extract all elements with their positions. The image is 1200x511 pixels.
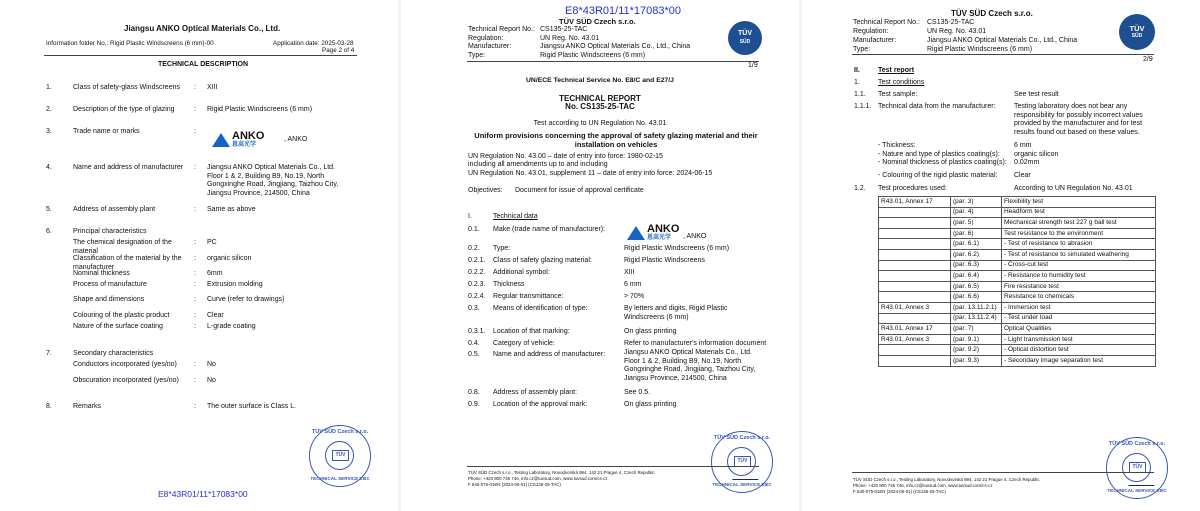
tech-data-label: Technical data from the manufacturer: bbox=[878, 103, 996, 110]
procedure-test-cell: Fire resistance test bbox=[1002, 281, 1156, 292]
application-date: Application date: 2025-03-28 bbox=[273, 40, 354, 47]
section-title: Technical data bbox=[493, 213, 538, 220]
signature bbox=[732, 470, 762, 480]
report-title: TECHNICAL REPORT bbox=[559, 94, 641, 103]
page-test-report: TÜV SÜD Czech s.r.o. Technical Report No.: CS135-25-TAC Regulation: UN Reg. No. 43.01 Manufacturer: Jiangsu ANKO Optical Materials Co., Ltd., China Type: Rigid Plastic Windscreens (6 mm) TÜV SÜD 2/9 II. Test report 1. Test conditions 1.1. Test sample: See test result 1.1.1. Technical data from the manufacturer: Testing laboratory does not bear any responsibility for possibly incorrect values provided by the manufacturer and for test results found out based on these values. - Thickness: 6 mm - Nature and type of plastics coating(s): organic silicon - Nominal thickness of plastics coating(s): 0.02mm - Colouring of the rigid plastic material: Clear 1.2. Test procedures used: According to UN Regulation No. 43.01 R43.01, Annex 17 (par. 3) Flexibility test (par. 4) Headform test (par. 5) Mechanical strength test 227 g ball test (par. 6) Test resistance to the environment (par. 6.1) - Test of resistance to abrasion (par. 6.2) - Test of resistance to simulated weathering (par. 6.3) - Cross-cut test (par. 6.4) - Resistance to humidity test (par. 6.5) Fire resistance test (par. 6.6) Resistance to chemicals R43.01, Annex 3 (par. 13.11.2.1) - Immersion test (par. 13.11.2.4) - Test under load R43.01, Annex 17 (par. 7) Optical Qualities R43.01, Annex 3 (par. 9.1) - Light transmission test (par. 9.2) - Optical distortion test (par. 9.3) - Secondary image separation test TÜV SÜD Czech s.r.o. TÜV TECHNICAL SERVICE E8/C TÜV SÜD Czech s.r.o., Testing Laboratory, Novodvorská 994, 142 21 Prague 4, Czech Republic Phone: +420 800 746 746, info.cz@tuvsud.com, www.tuvsud.com/cs-cz F 540-075-01EN (2024-06-01) (CS135-25-TAC) bbox=[802, 0, 1200, 511]
procedure-row bbox=[879, 281, 1156, 292]
procedure-par-cell: (par. 5) bbox=[951, 218, 1002, 229]
procedure-row bbox=[879, 239, 1156, 250]
anko-mark-icon bbox=[212, 133, 230, 147]
procedure-row bbox=[879, 324, 1156, 335]
procedure-ref-cell bbox=[879, 345, 951, 356]
procedure-row bbox=[879, 228, 1156, 239]
procedure-test-cell: - Resistance to humidity test bbox=[1002, 271, 1156, 282]
footer-divider bbox=[852, 472, 1154, 473]
page-number: 2/9 bbox=[1143, 56, 1153, 63]
procedure-row bbox=[879, 271, 1156, 282]
procedure-ref-cell bbox=[879, 271, 951, 282]
test-sample-label: Test sample: bbox=[878, 91, 918, 98]
procedure-row bbox=[879, 260, 1156, 271]
procedure-par-cell: (par. 6.5) bbox=[951, 281, 1002, 292]
procedure-test-cell: - Light transmission test bbox=[1002, 334, 1156, 345]
procedure-ref-cell bbox=[879, 292, 951, 303]
signature bbox=[1128, 476, 1158, 486]
procedure-par-cell: (par. 4) bbox=[951, 207, 1002, 218]
procedure-test-cell: Resistance to chemicals bbox=[1002, 292, 1156, 303]
procedure-par-cell: (par. 3) bbox=[951, 197, 1002, 208]
footer-form-code: F 540-075-01EN (2024-06-01) (CS135-25-TAC) bbox=[853, 489, 946, 494]
procedure-test-cell: - Secondary image separation test bbox=[1002, 355, 1156, 366]
procedure-row bbox=[879, 334, 1156, 345]
procedures-table bbox=[878, 196, 1156, 367]
procedure-row bbox=[879, 197, 1156, 208]
anko-logo: ANKO 恩高光学 bbox=[212, 131, 264, 148]
procedure-par-cell: (par. 9.3) bbox=[951, 355, 1002, 366]
test-conditions-title: Test conditions bbox=[878, 79, 925, 86]
procedure-test-cell: - Immersion test bbox=[1002, 302, 1156, 313]
procedure-par-cell: (par. 6.6) bbox=[951, 292, 1002, 303]
anko-logo: ANKO 恩高光学 bbox=[627, 224, 679, 241]
procedure-test-cell: - Test of resistance to abrasion bbox=[1002, 239, 1156, 250]
procedure-test-cell: - Cross-cut test bbox=[1002, 260, 1156, 271]
procedure-ref-cell: R43.01, Annex 17 bbox=[879, 324, 951, 335]
tuv-stamp: TÜV SÜD Czech s.r.o. TÜV TECHNICAL SERVICE E8/C bbox=[1106, 437, 1168, 499]
procedure-ref-cell bbox=[879, 239, 951, 250]
procedure-ref-cell: R43.01, Annex 3 bbox=[879, 302, 951, 313]
test-according: Test according to UN Regulation No. 43.01 bbox=[533, 120, 667, 127]
page-technical-report: E8*43R01/11*17083*00 TÜV SÜD Czech s.r.o. Technical Report No.: CS135-25-TAC Regulation: UN Reg. No. 43.01 Manufacturer: Jiangsu ANKO Optical Materials Co., Ltd., China Type: Rigid Plastic Windscreens (6 mm) TÜV SÜD 1/9 UN/ECE Technical Service No. E8/C and E27/J TECHNICAL REPORT No. CS135-25-TAC Test according to UN Regulation No. 43.01 Uniform provisions concerning the approval of safety glazing material and their installation on vehicles UN Regulation No. 43.00 – date of entry into force: 1980-02-15 including all amendments up to and including UN Regulation No. 43.01, supplement 11 – date of entry into force: 2024-06-15 Objectives: Document for issue of approval certificate I. Technical data 0.1. Make (trade name of manufacturer): ANKO 恩高光学 , ANKO 0.2. Type: Rigid Plastic Windscreens (6 mm) 0.2.1. Class of safety glazing material: Rigid Plastic Windscreens 0.2.2. Additional symbol: XIII 0.2.3. Thickness 6 mm 0.2.4. Regular transmittance: > 70% 0.3. Means of identification of type: By letters and digits, Rigid Plastic Windscreens (6 mm) 0.3.1. Location of that marking: On glass printing 0.4. Category of vehicle: Refer to manufacturer's information document 0.5. Name and address of manufacturer: Jiangsu ANKO Optical Materials Co., Ltd. Floor 1 & 2, Building B9, No.19, North Gongxinghe Road, Jingjiang, Taizhou City, Jiangsu Province, 214500, China 0.8. Address of assembly plant: See 0.5. 0.9. Location of the approval mark: On glass printing TÜV SÜD Czech s.r.o. TÜV TECHNICAL SERVICE E8/C TÜV SÜD Czech s.r.o., Testing Laboratory, Novodvorská 994, 142 21 Prague 4, Czech Republic Phone: +420 800 746 746, info.cz@tuvsud.com, www.tuvsud.com/cs-cz F 540-075-01EN (2024-06-01) (CS135-25-TAC) bbox=[401, 0, 799, 511]
procedure-ref-cell bbox=[879, 355, 951, 366]
tuv-logo-icon: TÜV SÜD bbox=[728, 21, 762, 55]
procedure-row bbox=[879, 355, 1156, 366]
procedure-par-cell: (par. 6.2) bbox=[951, 249, 1002, 260]
divider bbox=[467, 61, 759, 62]
procedure-row bbox=[879, 302, 1156, 313]
procedure-row bbox=[879, 207, 1156, 218]
procedure-ref-cell bbox=[879, 228, 951, 239]
divider bbox=[44, 55, 357, 56]
procedure-ref-cell bbox=[879, 249, 951, 260]
section-number: I. bbox=[468, 213, 472, 220]
lab-name: TÜV SÜD Czech s.r.o. bbox=[951, 9, 1033, 18]
service-line: UN/ECE Technical Service No. E8/C and E27/J bbox=[526, 77, 674, 84]
tuv-stamp: TÜV SÜD Czech s.r.o. TÜV TECHNICAL SERVICE E8/C bbox=[309, 425, 371, 487]
company-name: Jiangsu ANKO Optical Materials Co., Ltd. bbox=[124, 24, 281, 33]
tech-data-disclaimer: Testing laboratory does not bear any responsibility for possibly incorrect values provided by the manufacturer and for test results found out based on these values. bbox=[1014, 103, 1143, 136]
procedure-par-cell: (par. 13.11.2.4) bbox=[951, 313, 1002, 324]
approval-mark-top: E8*43R01/11*17083*00 bbox=[565, 5, 682, 17]
page-technical-description: Jiangsu ANKO Optical Materials Co., Ltd. Information folder No.: Rigid Plastic Windscreens (6 mm)-00 Application date: 2025-03-28 Page 2 of 4 TECHNICAL DESCRIPTION 1. Class of safety-glass Windscreens : XIII 2. Description of the type of glazing : Rigid Plastic Windscreens (6 mm) 3. Trade name or marks : ANKO 恩高光学 , ANKO 4. Name and address of manufacturer : Jiangsu ANKO Optical Materials Co., Ltd. Floor 1 & 2, Building B9, No.19, North Gongxinghe Road, Jingjiang, Taizhou City, Jiangsu Province, 214500, China 5. Address of assembly plant : Same as above 6. Principal characteristics The chemical designation of the material : PC Classification of the material by the manufacturer : organic silicon Nominal thickness : 6mm Process of manufacture : Extrusion molding Shape and dimensions : Curve (refer to drawings) Colouring of the plastic product : Clear Nature of the surface coating : L-grade coating 7. Secondary characteristics Conductors incorporated (yes/no) : No Obscuration incorporated (yes/no) : No 8. Remarks : The outer surface is Class L. TÜV SÜD Czech s.r.o. TÜV TECHNICAL SERVICE E8/C E8*43R01/11*17083*00 bbox=[0, 0, 398, 511]
section-number: II. bbox=[854, 67, 860, 74]
procedure-par-cell: (par. 7) bbox=[951, 324, 1002, 335]
footer-address: TÜV SÜD Czech s.r.o., Testing Laboratory, Novodvorská 994, 142 21 Prague 4, Czech Republic bbox=[468, 470, 655, 475]
procedure-test-cell: Mechanical strength test 227 g ball test bbox=[1002, 218, 1156, 229]
procedure-ref-cell bbox=[879, 313, 951, 324]
procedure-test-cell: - Test under load bbox=[1002, 313, 1156, 324]
procedure-ref-cell bbox=[879, 281, 951, 292]
footer-address: TÜV SÜD Czech s.r.o., Testing Laboratory, Novodvorská 994, 142 21 Prague 4, Czech Republic bbox=[853, 477, 1040, 482]
lab-name: TÜV SÜD Czech s.r.o. bbox=[559, 17, 636, 26]
footer-form-code: F 540-075-01EN (2024-06-01) (CS135-25-TAC) bbox=[468, 482, 561, 487]
procedure-ref-cell bbox=[879, 207, 951, 218]
procedure-test-cell: Optical Qualities bbox=[1002, 324, 1156, 335]
divider bbox=[852, 54, 1154, 55]
uniform-provisions: Uniform provisions concerning the approval of safety glazing material and their installation on vehicles bbox=[474, 131, 758, 150]
tuv-logo-icon: TÜV SÜD bbox=[1119, 14, 1155, 50]
objectives-value: Document for issue of approval certificate bbox=[515, 187, 644, 194]
procedure-row bbox=[879, 313, 1156, 324]
procedure-par-cell: (par. 13.11.2.1) bbox=[951, 302, 1002, 313]
footer-contact: Phone: +420 800 746 746, info.cz@tuvsud.com, www.tuvsud.com/cs-cz bbox=[468, 476, 608, 481]
procedure-test-cell: Flexibility test bbox=[1002, 197, 1156, 208]
procedure-ref-cell: R43.01, Annex 3 bbox=[879, 334, 951, 345]
report-number: No. CS135-25-TAC bbox=[565, 102, 635, 111]
procedure-test-cell: - Test of resistance to simulated weathering bbox=[1002, 249, 1156, 260]
procedure-par-cell: (par. 6) bbox=[951, 228, 1002, 239]
procedure-ref-cell bbox=[879, 218, 951, 229]
procedures-label: Test procedures used: bbox=[878, 185, 947, 192]
procedure-par-cell: (par. 9.2) bbox=[951, 345, 1002, 356]
procedure-row bbox=[879, 249, 1156, 260]
footer-contact: Phone: +420 800 746 746, info.cz@tuvsud.com, www.tuvsud.com/cs-cz bbox=[853, 483, 993, 488]
procedure-par-cell: (par. 6.1) bbox=[951, 239, 1002, 250]
page-number: 1/9 bbox=[748, 62, 758, 69]
procedure-row bbox=[879, 218, 1156, 229]
procedures-value: According to UN Regulation No. 43.01 bbox=[1014, 185, 1133, 192]
procedure-row bbox=[879, 345, 1156, 356]
section-title: Test report bbox=[878, 67, 915, 74]
procedure-test-cell: Test resistance to the environment bbox=[1002, 228, 1156, 239]
page-of: Page 2 of 4 bbox=[322, 47, 355, 54]
procedure-ref-cell: R43.01, Annex 17 bbox=[879, 197, 951, 208]
approval-mark: E8*43R01/11*17083*00 bbox=[158, 489, 248, 499]
procedure-ref-cell bbox=[879, 260, 951, 271]
procedure-test-cell: Headform test bbox=[1002, 207, 1156, 218]
procedure-par-cell: (par. 9.1) bbox=[951, 334, 1002, 345]
procedure-row bbox=[879, 292, 1156, 303]
procedure-par-cell: (par. 6.4) bbox=[951, 271, 1002, 282]
tuv-stamp: TÜV SÜD Czech s.r.o. TÜV TECHNICAL SERVICE E8/C bbox=[711, 431, 773, 493]
info-folder: Information folder No.: Rigid Plastic Windscreens (6 mm)-00 bbox=[46, 40, 214, 47]
anko-mark-icon bbox=[627, 226, 645, 240]
doc-title: TECHNICAL DESCRIPTION bbox=[157, 61, 249, 68]
procedure-par-cell: (par. 6.3) bbox=[951, 260, 1002, 271]
footer-divider bbox=[467, 466, 759, 467]
objectives-label: Objectives: bbox=[468, 187, 503, 194]
procedure-test-cell: - Optical distortion test bbox=[1002, 345, 1156, 356]
test-sample-value: See test result bbox=[1014, 91, 1059, 98]
